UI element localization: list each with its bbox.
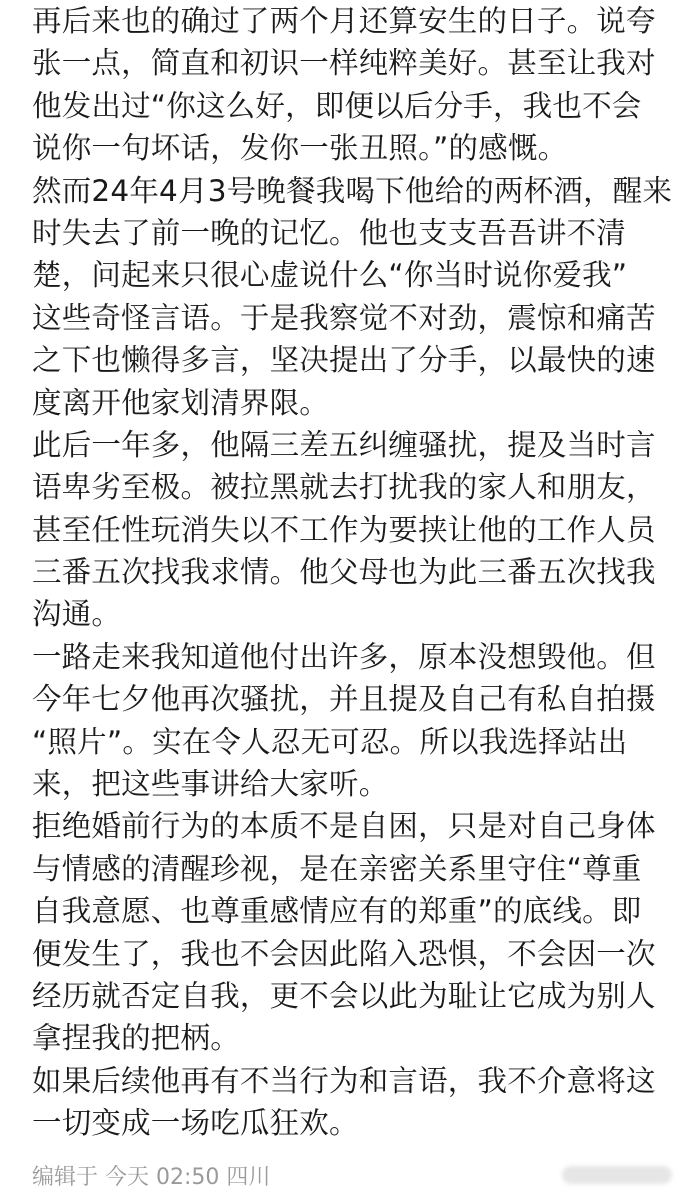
- paragraph-line: 今年七夕他再次骚扰，并且提及自己有私自拍摄: [32, 682, 656, 717]
- paragraph-line: 再后来也的确过了两个月还算安生的日子。说夸: [32, 4, 656, 38]
- paragraph-line: 时失去了前一晚的记忆。他也支支吾吾讲不清: [32, 215, 627, 250]
- paragraph: [32, 424, 672, 636]
- paragraph-line: 一路走来我知道他付出许多，原本没想毁他。但: [32, 639, 656, 674]
- paragraph-line: 来，把这些事讲给大家听。: [32, 767, 389, 802]
- paragraph: [32, 1060, 672, 1145]
- paragraph-line: 甚至任性玩消失以不工作为要挟让他的工作人员: [32, 512, 656, 547]
- paragraph-line: 说你一句坏话，发你一张丑照。”的感慨。: [32, 131, 568, 166]
- paragraph-line: 张一点，简直和初识一样纯粹美好。甚至让我对: [32, 46, 656, 81]
- post-body: [32, 0, 672, 1145]
- paragraph-line: 楚，问起来只很心虚说什么“你当时说你爱我”: [32, 258, 628, 293]
- paragraph-line: 与情感的清醒珍视，是在亲密关系里守住“尊重: [32, 851, 642, 886]
- paragraph-line: 这些奇怪言语。于是我察觉不对劲，震惊和痛苦: [32, 300, 656, 335]
- paragraph-line: 便发生了，我也不会因此陷入恐惧，不会因一次: [32, 936, 656, 971]
- paragraph-line: 之下也懒得多言，坚决提出了分手，以最快的速: [32, 343, 656, 378]
- blurred-watermark: [562, 1166, 672, 1184]
- post-meta: [32, 1160, 672, 1200]
- paragraph: [32, 636, 672, 806]
- paragraph-line: 三番五次找我求情。他父母也为此三番五次找我: [32, 555, 656, 590]
- paragraph-line: “照片”。实在令人忍无可忍。所以我选择站出: [32, 724, 628, 759]
- paragraph: [32, 0, 672, 170]
- paragraph-line: 他发出过“你这么好，即便以后分手，我也不会: [32, 88, 642, 123]
- paragraph-line: 沟通。: [32, 597, 122, 632]
- paragraph-line: 一切变成一场吃瓜狂欢。: [32, 1106, 359, 1141]
- paragraph-line: 拒绝婚前行为的本质不是自困，只是对自己身体: [32, 809, 656, 844]
- paragraph-line: 此后一年多，他隔三差五纠缠骚扰，提及当时言: [32, 427, 656, 462]
- paragraph-line: 经历就否定自我，更不会以此为耻让它成为别人: [32, 978, 656, 1013]
- post-content: [32, 0, 672, 1145]
- paragraph-line: 语卑劣至极。被拉黑就去打扰我的家人和朋友，: [32, 470, 656, 505]
- paragraph-line: 如果后续他再有不当行为和言语，我不介意将这: [32, 1063, 656, 1098]
- paragraph-line: 拿捏我的把柄。: [32, 1021, 240, 1056]
- edited-timestamp: 编辑于 今天 02:50 四川: [32, 1165, 271, 1190]
- paragraph-line: 自我意愿、也尊重感情应有的郑重”的底线。即: [32, 894, 642, 929]
- paragraph-line: 度离开他家划清界限。: [32, 385, 330, 420]
- paragraph: [32, 170, 672, 424]
- paragraph-line: 然而24年4月3号晚餐我喝下他给的两杯酒，醒来: [32, 173, 673, 208]
- paragraph: [32, 805, 672, 1059]
